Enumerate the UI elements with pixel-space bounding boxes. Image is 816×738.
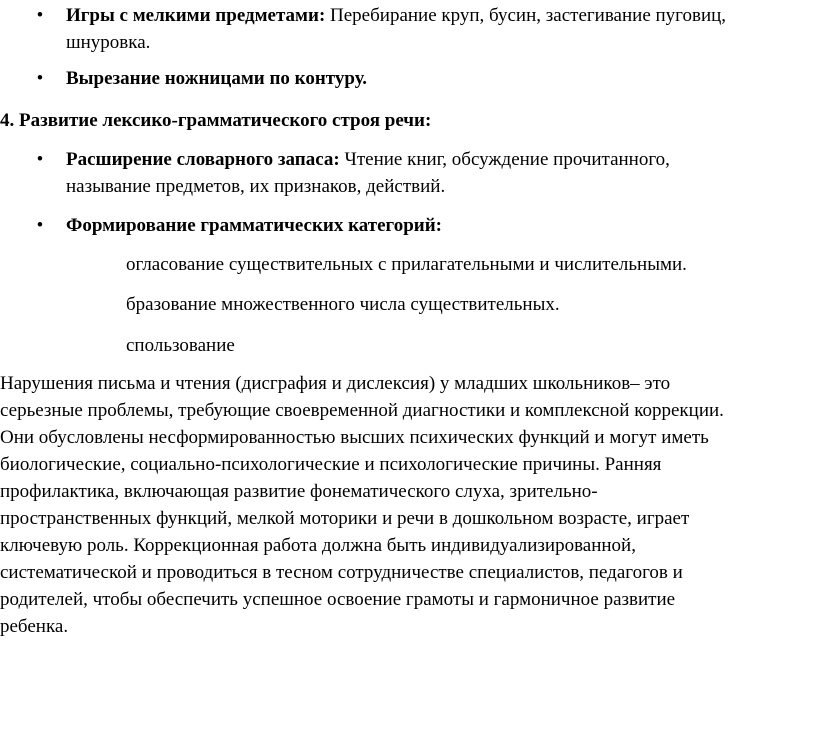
paragraph-line: пространственных функций, мелкой моторики и речи в дошкольном возрасте, играет [0,508,690,529]
paragraph-line: Нарушения письма и чтения (дисграфия и дислексия) у младших школьников– это [0,373,671,394]
bullet-icon: • [36,215,44,236]
list-item [36,65,806,92]
bullet-icon: • [36,5,44,26]
list-item-bold-label: Игры с мелкими предметами: [66,5,326,26]
list-item-bold-label: Расширение словарного запаса: [66,149,340,170]
paragraph-line: биологические, социально-психологические и психологические причины. Ранняя [0,454,662,475]
paragraph-line: ключевую роль. Коррекционная работа должна быть индивидуализированной, [0,535,636,556]
list-item-text: Чтение книг, обсуждение прочитанного, [339,149,670,170]
list-item [36,2,806,56]
list-item-text: Перебирание круп, бусин, застегивание пуговиц, [325,5,727,26]
sub-item-text: огласование существительных с прилагательными и числительными. [126,254,687,275]
list-item [36,146,806,200]
paragraph-line: систематической и проводиться в тесном сотрудничестве специалистов, педагогов и [0,562,683,583]
paragraph-line: Они обусловлены несформированностью высших психических функций и могут иметь [0,427,709,448]
bullet-icon: • [36,149,44,170]
paragraph-line: ребенка. [0,616,69,637]
list-item-text-continued: называние предметов, их признаков, действий. [66,176,446,197]
sub-item-text: спользование [126,335,235,356]
sub-item-text: бразование множественного числа существительных. [126,294,560,315]
section-heading: 4. Развитие лексико-грамматического строя речи: [0,110,432,131]
list-item-bold-label: Формирование грамматических категорий: [66,215,442,236]
bullet-icon: • [36,68,44,89]
paragraph-line: серьезные проблемы, требующие своевременной диагностики и комплексной коррекции. [0,400,724,421]
paragraph-line: родителей, чтобы обеспечить успешное освоение грамоты и гармоничное развитие [0,589,676,610]
list-item-bold-label: Вырезание ножницами по контуру. [66,68,368,89]
list-item [36,212,806,239]
list-item-text-continued: шнуровка. [66,32,151,53]
paragraph-line: профилактика, включающая развитие фонематического слуха, зрительно- [0,481,598,502]
